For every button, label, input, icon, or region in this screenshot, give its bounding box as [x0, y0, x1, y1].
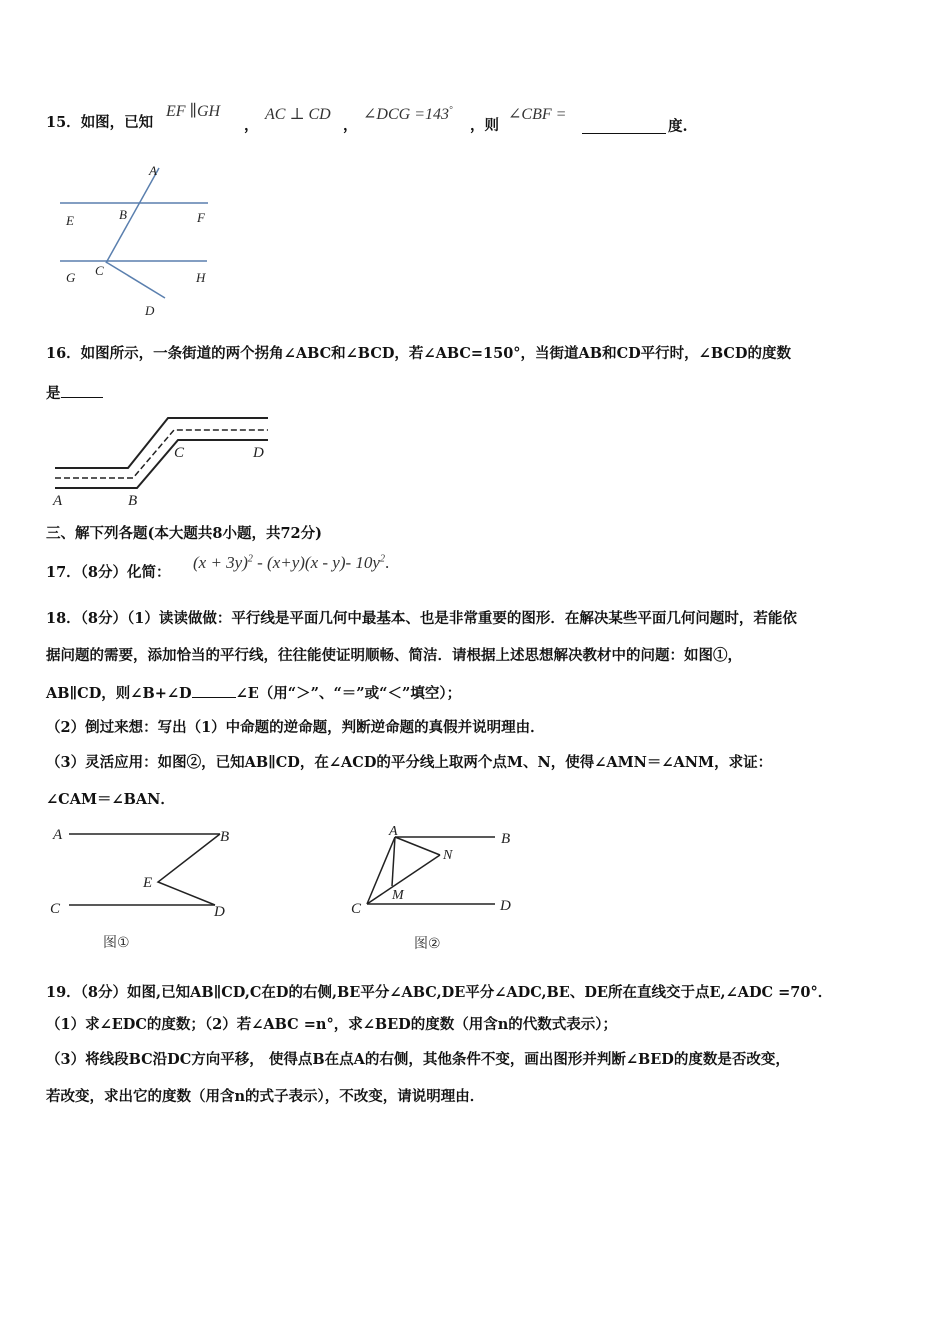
q19-line4: 若改变，求出它的度数（用含n的式子表示），不改变，请说明理由．: [46, 1088, 485, 1105]
label-d: D: [145, 303, 155, 318]
q15-expr-question: ∠CBF =: [508, 106, 567, 123]
section-3-heading: 三、解下列各题(本大题共8小题，共72分): [46, 525, 322, 542]
label-c: C: [95, 263, 104, 278]
label-f: F: [197, 210, 205, 225]
label-m: M: [392, 888, 404, 903]
q18-line2: 据问题的需要，添加恰当的平行线，往往能使证明顺畅、简洁．请根据上述思想解决教材中的问题：如图①，: [46, 647, 742, 664]
q15-sep1: ，: [244, 117, 259, 134]
label-h: H: [196, 270, 206, 285]
path-b-e-d: [158, 834, 220, 905]
line-ac: [106, 168, 159, 263]
q15-mid: ，则: [470, 117, 499, 134]
label-b: B: [220, 829, 230, 845]
q18-line1: 18．（8分）（1）读读做做：平行线是平面几何中最基本、也是非常重要的图形．在解决某些平面几何问题时，若能依: [46, 610, 797, 627]
street-center-dashed: [55, 430, 268, 478]
label-a: A: [53, 493, 63, 509]
line-cd: [106, 262, 165, 298]
label-e: E: [66, 213, 74, 228]
figure-16: [50, 410, 272, 510]
q19-line2: （1）求∠EDC的度数；（2）若∠ABC =n°，求∠BED的度数（用含n的代数式表示）；: [46, 1016, 618, 1033]
figure-18-1: [45, 822, 245, 952]
label-a: A: [149, 163, 157, 178]
label-g: G: [66, 270, 76, 285]
figure-15: [55, 160, 225, 320]
label-c: C: [174, 445, 185, 461]
q17-label: 17．（8分）化简：: [46, 564, 171, 581]
label-d: D: [214, 904, 225, 920]
q17-expression: $(x + 3y)^2 - (x+y)(x - y)-$ $10y^2$.: [193, 553, 390, 572]
q15: [46, 113, 153, 139]
q15-prefix: 如图，已知: [80, 114, 154, 131]
label-b: B: [119, 207, 127, 222]
label-e: E: [143, 875, 153, 891]
label-c: C: [50, 901, 61, 917]
label-b: B: [501, 831, 511, 847]
label-c: C: [351, 901, 362, 917]
street-outer-bottom: [55, 440, 268, 488]
label-d: D: [253, 445, 264, 461]
q15-suffix: 度.: [668, 118, 688, 135]
q18-line3: AB∥CD，则∠B+∠D ∠E（用“＞”、“＝”或“＜”填空）；: [46, 685, 462, 702]
q16-line2: 是: [46, 383, 103, 404]
caption-fig1: 图①: [103, 935, 130, 951]
q15-expr-perp: AC ⊥ CD: [265, 106, 331, 123]
q18-line4: （2）倒过来想：写出（1）中命题的逆命题，判断逆命题的真假并说明理由．: [46, 719, 545, 736]
q15-sep2: ，: [343, 117, 358, 134]
q15-expr-parallel: EF ∥GH: [166, 103, 221, 120]
line-an: [395, 837, 440, 855]
label-d: D: [500, 898, 511, 914]
q18-line6: ∠CAM＝∠BAN．: [46, 791, 175, 808]
q18-answer-blank[interactable]: [192, 683, 236, 698]
label-b: B: [128, 493, 138, 509]
q16-line1: 16．如图所示，一条街道的两个拐角∠ABC和∠BCD，若∠ABC=150°，当街道AB和CD平行时，∠BCD的度数: [46, 345, 791, 362]
q19-line3: （3）将线段BC沿DC方向平移， 使得点B在点A的右侧，其他条件不变，画出图形并判断∠BED的度数是否改变，: [46, 1051, 790, 1068]
figure-18-2: [345, 820, 525, 930]
label-a: A: [53, 827, 63, 843]
label-n: N: [443, 848, 453, 863]
q15-answer-blank[interactable]: [582, 117, 666, 134]
q15-number: 15．: [46, 114, 81, 131]
q15-expr-angle: ∠DCG =143°: [363, 104, 453, 123]
q16-answer-blank[interactable]: [61, 383, 103, 398]
label-a: A: [389, 824, 398, 839]
caption-fig2: 图②: [414, 936, 441, 952]
q18-line5: （3）灵活应用：如图②，已知AB∥CD，在∠ACD的平分线上取两个点M、N，使得∠AMN＝∠ANM，求证：: [46, 754, 773, 771]
q19-line1: 19．（8分）如图,已知AB∥CD,C在D的右侧,BE平分∠ABC,DE平分∠ADC,BE、DE所在直线交于点E,∠ADC =70°．: [46, 984, 833, 1001]
